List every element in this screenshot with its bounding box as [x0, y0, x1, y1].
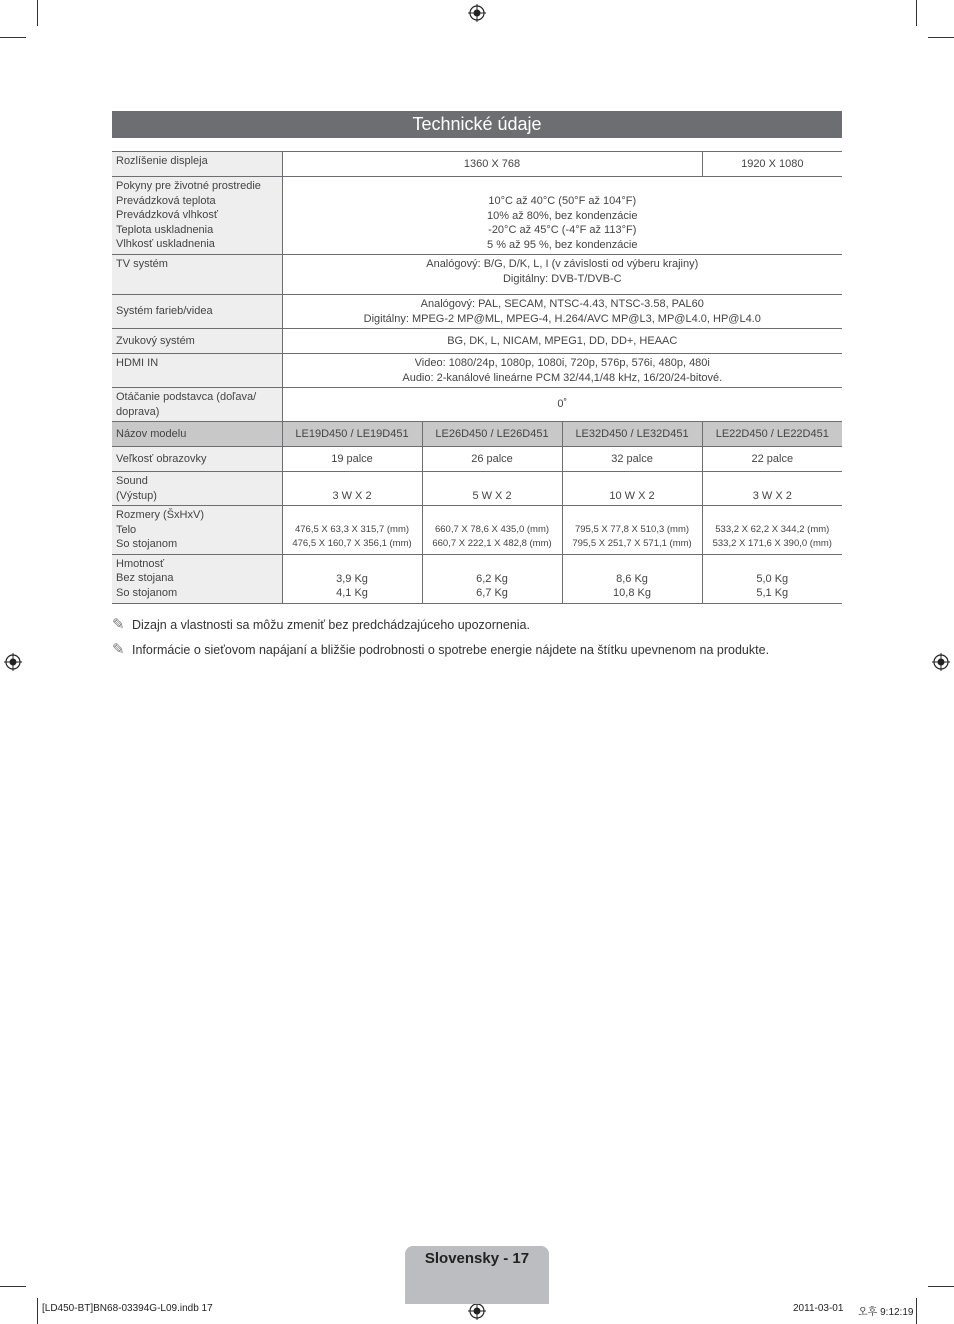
value-line: 476,5 X 63,3 X 315,7 (mm) — [294, 523, 410, 535]
label-line: So stojanom — [116, 538, 178, 550]
value-line: 8,6 Kg — [616, 572, 648, 585]
value-line: Audio: 2-kanálové lineárne PCM 32/44,1/48 kHz, 16/20/24-bitové. — [402, 371, 723, 384]
cell — [422, 506, 562, 555]
cell — [702, 554, 842, 603]
value-line: Analógový: PAL, SECAM, NTSC-4.43, NTSC-3.58, PAL60 — [420, 298, 704, 310]
cell: LE22D450 / LE22D451 — [702, 422, 842, 447]
value-line: 795,5 X 251,7 X 571,1 (mm) — [572, 538, 692, 549]
cell: LE19D450 / LE19D451 — [282, 422, 422, 447]
value-line: 5,1 Kg — [756, 587, 789, 599]
cell — [282, 554, 422, 603]
row-label — [112, 177, 282, 255]
note-item — [112, 637, 872, 662]
row-label: Systém farieb/videa — [112, 295, 282, 329]
cell: 1920 X 1080 — [702, 152, 842, 177]
cell: LE26D450 / LE26D451 — [422, 422, 562, 447]
cell — [282, 295, 842, 329]
value-line: 3,9 Kg — [336, 572, 368, 585]
pencil-icon: ✎ — [112, 616, 125, 633]
cell: BG, DK, L, NICAM, MPEG1, DD, DD+, HEAAC — [282, 329, 842, 354]
value-line: 660,7 X 78,6 X 435,0 (mm) — [434, 523, 550, 535]
value-line: 10°C až 40°C (50°F až 104°F) — [488, 195, 637, 207]
spec-table — [112, 151, 842, 604]
label-line: Vlhkosť uskladnenia — [116, 238, 215, 250]
value-line: 533,2 X 62,2 X 344,2 (mm) — [715, 523, 830, 535]
crop-mark — [37, 1298, 38, 1324]
table-row — [112, 177, 842, 255]
cell — [282, 506, 422, 555]
value-line: 660,7 X 222,1 X 482,8 (mm) — [432, 538, 552, 549]
note-item — [112, 612, 872, 637]
cell — [702, 506, 842, 555]
table-row — [112, 554, 842, 603]
value-line: 4,1 Kg — [336, 587, 368, 599]
label-line: So stojanom — [116, 586, 178, 599]
footer-date: 2011-03-01 — [793, 1303, 844, 1314]
row-label: HDMI IN — [112, 354, 282, 388]
table-row — [112, 329, 842, 354]
table-row — [112, 295, 842, 329]
section-title: Technické údaje — [112, 111, 842, 138]
cell: LE32D450 / LE32D451 — [562, 422, 702, 447]
value-line: 10% až 80%, bez kondenzácie — [487, 209, 638, 222]
table-row — [112, 354, 842, 388]
footer-time: 오후 9:12:19 — [858, 1307, 914, 1318]
cell: 19 palce — [282, 447, 422, 472]
label-line: Prevádzková vlhkosť — [116, 209, 218, 221]
value-line: 476,5 X 160,7 X 356,1 (mm) — [292, 538, 412, 549]
label-line: Pokyny pre životné prostredie — [116, 180, 261, 192]
cell — [282, 354, 842, 388]
row-label: TV systém — [112, 255, 282, 295]
label-line: Hmotnosť — [116, 557, 165, 570]
row-label: Otáčanie podstavca (doľava/ doprava) — [112, 388, 282, 422]
value-line: 5,0 Kg — [756, 572, 789, 585]
row-label: Názov modelu — [112, 422, 282, 447]
value-line: Video: 1080/24p, 1080p, 1080i, 720p, 576p, 576i, 480p, 480i — [414, 357, 710, 369]
table-row — [112, 447, 842, 472]
row-label: Zvukový systém — [112, 329, 282, 354]
cell — [422, 554, 562, 603]
notes — [112, 612, 872, 662]
table-row — [112, 472, 842, 506]
footer-file: [LD450-BT]BN68-03394G-L09.indb 17 — [42, 1303, 213, 1314]
crop-mark — [37, 0, 38, 26]
registration-mark-icon — [468, 4, 486, 22]
cell: 3 W X 2 — [702, 472, 842, 506]
crop-mark — [928, 37, 954, 38]
cell: 1360 X 768 — [282, 152, 702, 177]
cell: 0˚ — [282, 388, 842, 422]
table-row — [112, 506, 842, 555]
cell: 22 palce — [702, 447, 842, 472]
registration-mark-icon — [932, 653, 950, 671]
label-line: Teplota uskladnenia — [116, 223, 214, 236]
row-label: Veľkosť obrazovky — [112, 447, 282, 472]
cell: 3 W X 2 — [282, 472, 422, 506]
note-text: Dizajn a vlastnosti sa môžu zmeniť bez predchádzajúceho upozornenia. — [132, 618, 530, 632]
value-line: Digitálny: MPEG-2 MP@ML, MPEG-4, H.264/AVC MP@L3, MP@L4.0, HP@L4.0 — [363, 312, 761, 325]
label-line: Telo — [116, 523, 137, 536]
row-label — [112, 506, 282, 555]
label-line: (Výstup) — [116, 489, 157, 502]
crop-mark — [916, 1298, 917, 1324]
table-row — [112, 255, 842, 295]
cell: 10 W X 2 — [562, 472, 702, 506]
value-line: 795,5 X 77,8 X 510,3 (mm) — [574, 523, 690, 535]
crop-mark — [0, 1286, 26, 1287]
label-line: Prevádzková teplota — [116, 194, 216, 207]
table-row — [112, 388, 842, 422]
page-label: Slovensky - 17 — [424, 1250, 530, 1267]
label-line: Sound — [116, 475, 148, 487]
registration-mark-icon — [468, 1302, 486, 1320]
value-line: -20°C až 45°C (-4°F až 113°F) — [488, 224, 637, 236]
label-line: Rozmery (ŠxHxV) — [116, 509, 205, 521]
value-line: 533,2 X 171,6 X 390,0 (mm) — [712, 538, 832, 549]
cell — [562, 506, 702, 555]
cell: 32 palce — [562, 447, 702, 472]
cell — [562, 554, 702, 603]
cell: 26 palce — [422, 447, 562, 472]
value-line: 6,7 Kg — [476, 587, 508, 599]
crop-mark — [928, 1286, 954, 1287]
label-line: Bez stojana — [116, 572, 174, 584]
registration-mark-icon — [4, 653, 22, 671]
row-label: Rozlíšenie displeja — [112, 152, 282, 177]
pencil-icon: ✎ — [112, 641, 125, 658]
value-line: Analógový: B/G, D/K, L, I (v závislosti od výberu krajiny) — [426, 258, 699, 270]
value-line: Digitálny: DVB-T/DVB-C — [502, 272, 622, 285]
cell — [282, 177, 842, 255]
cell: 5 W X 2 — [422, 472, 562, 506]
crop-mark — [916, 0, 917, 26]
value-line: 6,2 Kg — [476, 572, 508, 585]
cell — [282, 255, 842, 295]
value-line: 10,8 Kg — [613, 587, 651, 599]
table-row — [112, 422, 842, 447]
crop-mark — [0, 37, 26, 38]
table-row — [112, 152, 842, 177]
note-text: Informácie o sieťovom napájaní a bližšie podrobnosti o spotrebe energie nájdete na štítku upevnenom na produkte. — [132, 643, 770, 657]
row-label — [112, 472, 282, 506]
row-label — [112, 554, 282, 603]
value-line: 5 % až 95 %, bez kondenzácie — [487, 238, 638, 251]
